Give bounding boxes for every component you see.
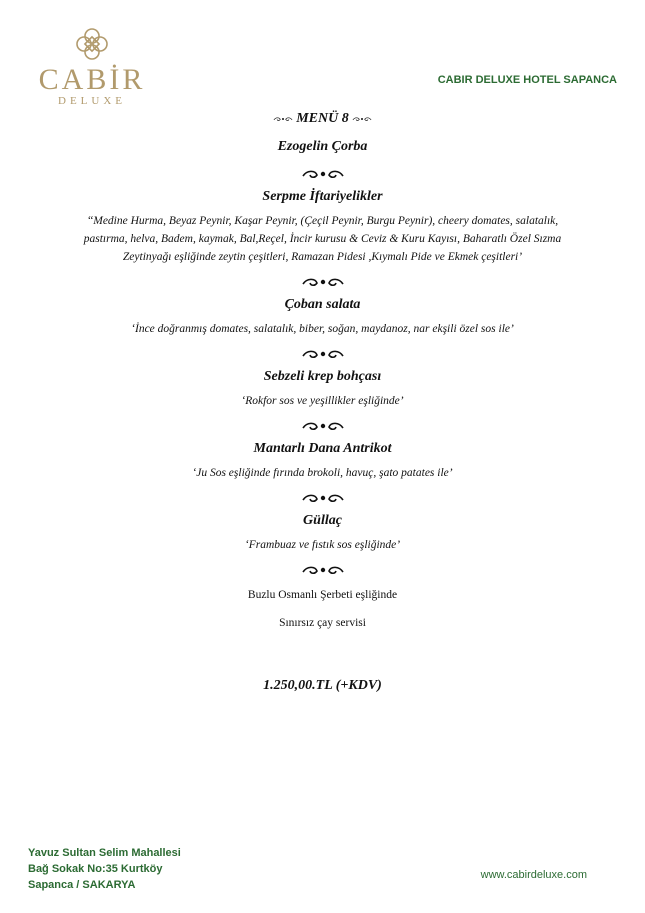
fleuron-ornament-icon (273, 114, 293, 124)
coban-description: ‘İnce doğranmış domates, salatalık, biber, soğan, maydanoz, nar ekşili özel sos ile’ (131, 323, 514, 335)
menu-title-row (60, 108, 585, 130)
fleuron-ornament-icon (301, 348, 345, 360)
fleuron-ornament-icon (301, 276, 345, 288)
serpme-description: ‘‘Medine Hurma, Beyaz Peynir, Kaşar Peynir, (Çeçil Peynir, Burgu Peynir), cheery domates, salatalık, pastırma, helva, Badem, kaymak, Bal,Reçel, İncir kurusu & Ceviz & Kuru Kayısı, Baharatlı Özel Sızma Zeytinyağı eşliğinde zeytin çeşitleri, Ramazan Pidesi ,Kıymalı Pide ve Ekmek çeşitleri’ (83, 215, 562, 263)
gullac-heading: Güllaç (303, 513, 342, 528)
address-block (28, 845, 181, 893)
gullac-description: ‘Frambuaz ve fıstık sos eşliğinde’ (244, 539, 401, 551)
website-link[interactable]: www.cabirdeluxe.com (480, 869, 587, 881)
address-line: Bağ Sokak No:35 Kurtköy (28, 863, 163, 875)
fleuron-ornament-icon (301, 420, 345, 432)
serbet-line: Buzlu Osmanlı Şerbeti eşliğinde (247, 589, 398, 601)
brand-logo (30, 26, 154, 107)
menu-price: 1.250,00.TL (+KDV) (263, 678, 382, 693)
fleuron-ornament-icon (301, 492, 345, 504)
fleuron-ornament-icon (352, 114, 372, 124)
cay-line: Sınırsız çay servisi (279, 617, 366, 629)
address-line: Yavuz Sultan Selim Mahallesi (28, 847, 181, 859)
fleuron-ornament-icon (301, 168, 345, 180)
menu-title: MENÜ 8 (296, 111, 349, 126)
address-line: Sapanca / SAKARYA (28, 879, 136, 891)
brand-name: CABİR (38, 63, 146, 96)
brand-sub: DELUXE (58, 95, 126, 107)
menu-content (60, 108, 585, 694)
flower-knot-icon (74, 26, 110, 62)
fleuron-ornament-icon (301, 564, 345, 576)
coban-heading: Çoban salata (284, 297, 361, 312)
krep-heading: Sebzeli krep bohçası (263, 369, 382, 384)
hotel-name: CABIR DELUXE HOTEL SAPANCA (437, 74, 617, 86)
antrikot-heading: Mantarlı Dana Antrikot (253, 441, 392, 456)
soup-heading: Ezogelin Çorba (277, 139, 368, 154)
krep-description: ‘Rokfor sos ve yeşillikler eşliğinde’ (241, 395, 404, 407)
serpme-heading: Serpme İftariyelikler (262, 189, 383, 204)
antrikot-description: ‘Ju Sos eşliğinde fırında brokoli, havuç, şato patates ile’ (192, 467, 453, 479)
